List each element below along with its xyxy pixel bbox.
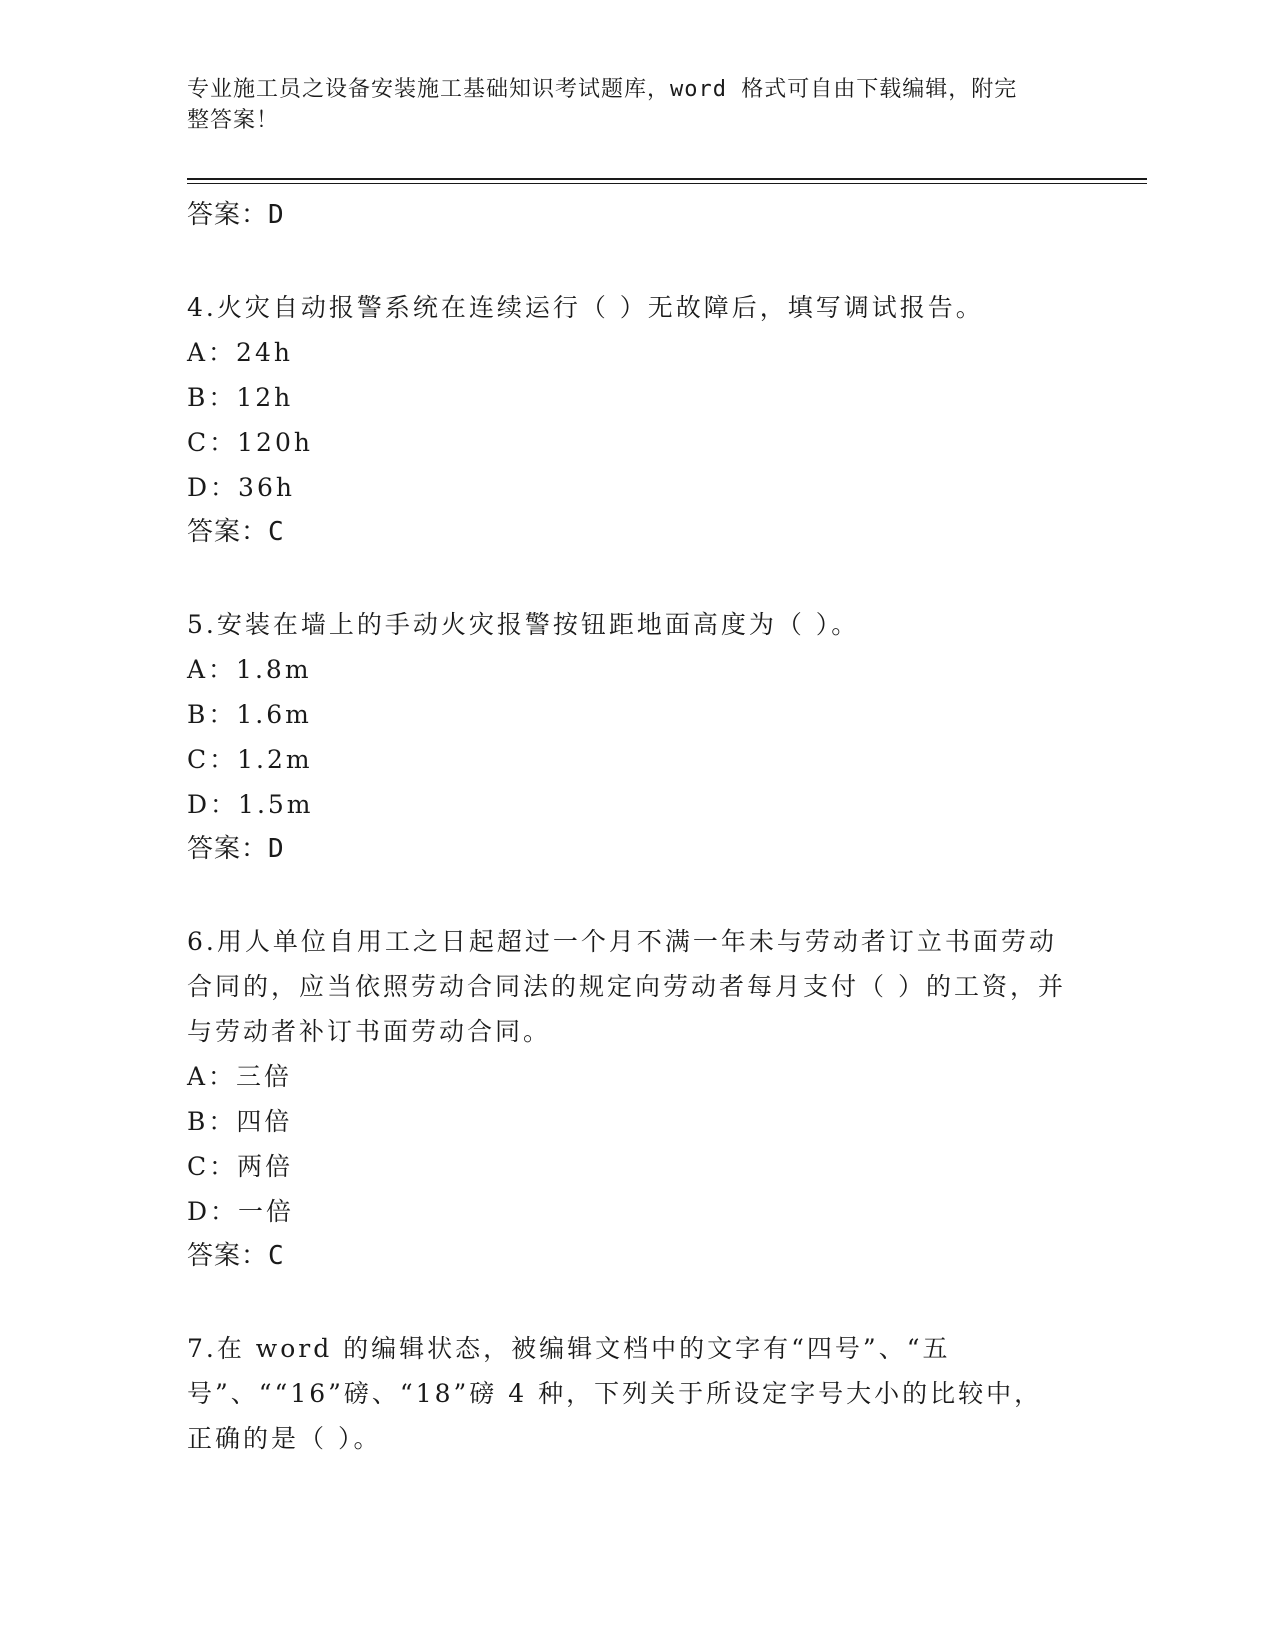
question-text: 7.在 word 的编辑状态，被编辑文档中的文字有“四号”、“五号”、““16”磅、“18”磅 4 种，下列关于所设定字号大小的比较中，正确的是（ ）。 — [187, 1334, 1043, 1453]
option-a: A：1.8m — [187, 655, 312, 684]
header-rule-thin — [187, 183, 1147, 184]
answer-line: 答案：D — [187, 200, 285, 230]
option-a: A：24h — [187, 338, 293, 367]
option-c: C：两倍 — [187, 1152, 294, 1181]
header-rule-thick — [187, 178, 1147, 180]
option-b: B：1.6m — [187, 700, 312, 729]
answer-line: 答案：C — [187, 517, 285, 547]
option-b: B：四倍 — [187, 1107, 293, 1136]
question-text: 4.火灾自动报警系统在连续运行（ ）无故障后，填写调试报告。 — [187, 293, 984, 322]
question-text: 5.安装在墙上的手动火灾报警按钮距地面高度为（ ）。 — [187, 610, 860, 639]
question-4 — [187, 285, 1067, 554]
question-6 — [187, 919, 1067, 1278]
answer-line: 答案：D — [187, 834, 285, 864]
answer-line: 答案：C — [187, 1241, 285, 1271]
option-b: B：12h — [187, 383, 294, 412]
option-d: D：1.5m — [187, 790, 314, 819]
option-a: A：三倍 — [187, 1062, 293, 1091]
header-line-1: 专业施工员之设备安装施工基础知识考试题库，word 格式可自由下载编辑，附完 — [187, 77, 1018, 102]
option-d: D：36h — [187, 473, 295, 502]
page-header — [187, 74, 1067, 136]
question-5 — [187, 602, 1067, 871]
question-text: 6.用人单位自用工之日起超过一个月不满一年未与劳动者订立书面劳动合同的，应当依照劳动合同法的规定向劳动者每月支付（ ）的工资，并与劳动者补订书面劳动合同。 — [187, 927, 1066, 1046]
header-line-2: 整答案！ — [187, 108, 280, 133]
option-c: C：120h — [187, 428, 313, 457]
option-d: D：一倍 — [187, 1197, 295, 1226]
option-c: C：1.2m — [187, 745, 313, 774]
document-body — [187, 193, 1067, 1461]
question-7 — [187, 1326, 1067, 1461]
